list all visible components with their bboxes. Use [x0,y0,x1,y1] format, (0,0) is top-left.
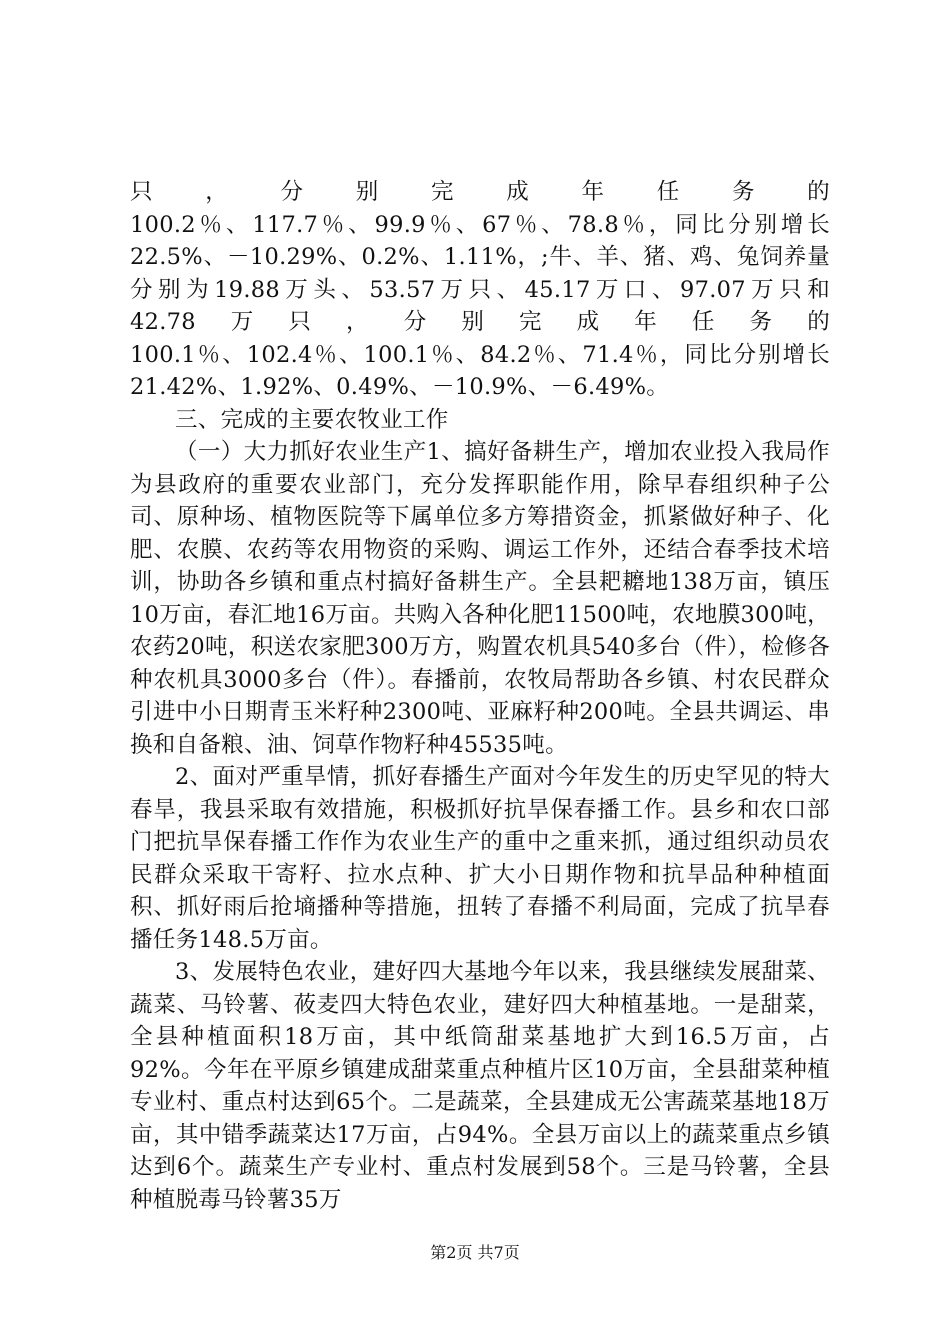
continued-line: 22.5%、－10.29%、0.2%、1.11%，;牛、羊、猪、鸡、兔饲养量 [130,244,830,270]
section-heading: 三、完成的主要农牧业工作 [175,406,449,433]
continued-last-line: 21.42%、1.92%、0.49%、－10.9%、－6.49%。 [130,374,670,400]
page-number-footer: 第2页 共7页 [430,1243,520,1262]
paragraph-prep-farming: （一）大力抓好农业生产1、搞好备耕生产，增加农业投入我局作为县政府的重要农业部门，充分发挥职能作用，除早春组织种子公司、原种场、植物医院等下属单位多方筹措资金，抓紧做好种子、化肥、农膜、农药等农用物资的采购、调运工作外，还结合春季技术培训，协助各乡镇和重点村搞好备耕生产。全县耙耱地138万亩，镇压10万亩，春汇地16万亩。共购入各种化肥11500吨，农地膜300吨，农药20吨，积送农家肥300万方，购置农机具540多台（件），检修各种农机具3000多台（件）。春播前，农牧局帮助各乡镇、村农民群众引进中小日期青玉米籽种2300吨、亚麻籽种200吨。全县共调运、串换和自备粮、油、饲草作物籽种45535吨。 [130,439,830,758]
continued-line: 只，分别完成年任务的 [130,179,830,205]
paragraph-featured-agriculture: 3、发展特色农业，建好四大基地今年以来，我县继续发展甜菜、蔬菜、马铃薯、莜麦四大特色农业，建好四大种植基地。一是甜菜，全县种植面积18万亩，其中纸筒甜菜基地扩大到16.5万亩，占92%。今年在平原乡镇建成甜菜重点种植片区10万亩，全县甜菜种植专业村、重点村达到65个。二是蔬菜，全县建成无公害蔬菜基地18万亩，其中错季蔬菜达17万亩，占94%。全县万亩以上的蔬菜重点乡镇达到6个。蔬菜生产专业村、重点村发展到58个。三是马铃薯，全县种植脱毒马铃薯35万 [130,959,830,1213]
paragraph-drought-spring-sowing: 2、面对严重旱情，抓好春播生产面对今年发生的历史罕见的特大春旱，我县采取有效措施，积极抓好抗旱保春播工作。县乡和农口部门把抗旱保春播工作作为农业生产的重中之重来抓，通过组织动员农民群众采取干寄籽、拉水点种、扩大小日期作物和抗旱品种种植面积、抓好雨后抢墒播种等措施，扭转了春播不利局面，完成了抗旱春播任务148.5万亩。 [130,764,830,953]
continued-line: 分别为19.88万头、53.57万只、45.17万口、97.07万只和 [130,276,830,303]
document-body [130,176,830,1216]
continued-line: 100.2％、117.7％、99.9％、67％、78.8％，同比分别增长 [130,211,830,238]
continued-line: 100.1％、102.4％、100.1％、84.2％、71.4％，同比分别增长 [130,341,830,368]
continued-line: 42.78万只，分别完成年任务的 [130,309,830,335]
